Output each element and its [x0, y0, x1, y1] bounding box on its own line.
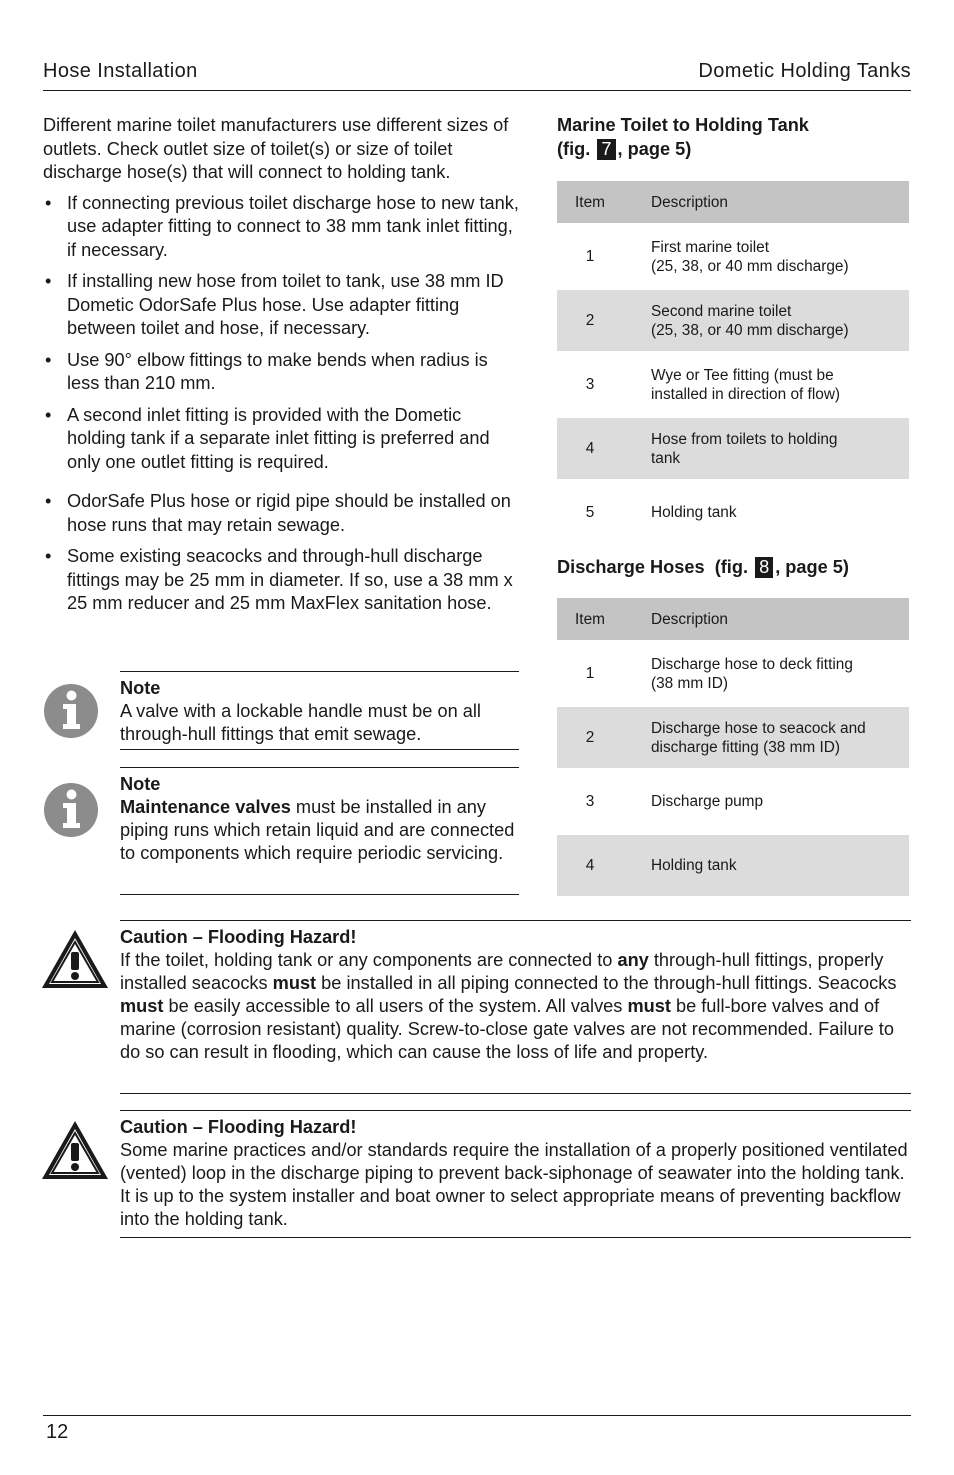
intro-paragraph: Different marine toilet manufacturers use different sizes of outlets. Check outlet size of toilet(s) or size of toilet discharge hose(s) that will connect to holding tank.: [43, 115, 509, 182]
item-cell: 4: [557, 418, 623, 479]
description-line: Holding tank: [651, 504, 737, 521]
column-header: Description: [623, 181, 909, 223]
description-line: Discharge hose to deck fitting: [651, 655, 853, 673]
description-line: (25, 38, or 40 mm discharge): [651, 257, 849, 275]
figure-reference: 8: [755, 557, 773, 578]
caution-emphasis: must: [272, 973, 317, 993]
table-title: [557, 556, 849, 580]
table-title: [557, 114, 809, 161]
item-cell: 3: [585, 793, 595, 810]
caution-title: Caution – Flooding Hazard!: [120, 927, 357, 947]
description-cell: [623, 290, 909, 351]
description-cell: [623, 226, 909, 287]
table-row: [557, 482, 909, 543]
table-title-line: [557, 138, 809, 162]
list-item: • Some existing seacocks and through-hull discharge fittings may be 25 mm in diameter. If so, use a 38 mm x 25 mm reducer and 25 mm MaxFlex sanitation hose.: [43, 545, 523, 616]
description-cell: [623, 707, 909, 768]
caution-text: [120, 949, 911, 1064]
table-title-text: , page 5): [775, 557, 849, 577]
description-cell: [623, 643, 909, 704]
table-row: [557, 707, 909, 768]
bullet-list: [43, 192, 523, 616]
warning-icon: [40, 1119, 110, 1181]
description-line: First marine toilet: [651, 238, 770, 256]
description-line: Holding tank: [651, 857, 737, 874]
table-title-text: Discharge Hoses (fig.: [557, 557, 754, 577]
table-row: [557, 771, 909, 832]
caution-box: [120, 920, 911, 1094]
description-cell: [623, 482, 909, 543]
description-cell: [623, 354, 909, 415]
caution-body: be full-bore valves and of marine (corrosion resistant) quality. Screw-to-close gate valves are not recommended. Failure to do so can result in flooding, which can cause the loss of life and property.: [120, 996, 894, 1062]
item-cell: 1: [585, 665, 595, 682]
note-box: [120, 671, 519, 750]
item-cell: 2: [557, 290, 623, 351]
caution-emphasis: any: [617, 950, 649, 970]
info-icon: [43, 782, 99, 838]
table-row: [557, 643, 909, 704]
description-line: tank: [651, 449, 681, 467]
table-title-text: (fig.: [557, 138, 596, 159]
column-header: Item: [557, 598, 623, 640]
caution-text: Some marine practices and/or standards require the installation of a properly positioned ventilated (vented) loop in the discharge piping to prevent back-siphonage of seawater into the holding tank. It is up to the system installer and boat owner to select appropriate means of preventing backflow into the holding tank.: [120, 1140, 908, 1229]
caution-body: be easily accessible to all users of the system. All valves: [163, 996, 628, 1016]
description-line: Second marine toilet: [651, 302, 792, 320]
section-title: Hose Installation: [43, 60, 198, 82]
note-emphasis: Maintenance valves: [120, 797, 291, 817]
warning-icon: [40, 928, 110, 990]
item-cell: 2: [557, 707, 623, 768]
description-cell: [623, 835, 909, 896]
table-row: [557, 418, 909, 479]
items-table: [557, 595, 909, 899]
note-title: Note: [120, 774, 161, 794]
description-line: (25, 38, or 40 mm discharge): [651, 321, 849, 339]
description-line: (38 mm ID): [651, 674, 728, 692]
caution-body: through-hull fittings, properly installed seacocks: [120, 950, 884, 993]
note-title: Note: [120, 678, 161, 698]
figure-reference: 7: [597, 139, 615, 160]
description-line: installed in direction of flow): [651, 385, 841, 403]
table-row: [557, 354, 909, 415]
column-header: Item: [557, 181, 623, 223]
header-divider: [43, 90, 911, 91]
list-item: • Use 90° elbow fittings to make bends when radius is less than 210 mm.: [43, 349, 523, 396]
note-text: [120, 796, 519, 865]
table-header-row: [557, 181, 909, 223]
item-cell: 5: [585, 504, 595, 521]
description-line: Discharge pump: [651, 793, 764, 810]
table-header-row: [557, 598, 909, 640]
description-line: Wye or Tee fitting (must be: [651, 366, 834, 384]
item-cell: 3: [585, 376, 595, 393]
document-title: Dometic Holding Tanks: [698, 60, 911, 82]
info-icon: [43, 683, 99, 739]
caution-box: [120, 1110, 911, 1238]
table-title-line: Marine Toilet to Holding Tank: [557, 115, 809, 135]
table-title-text: , page 5): [617, 138, 692, 159]
description-line: Discharge hose to seacock and: [651, 719, 866, 737]
list-item: • If connecting previous toilet discharge hose to new tank, use adapter fitting to connect to 38 mm tank inlet fitting, if necessary.: [43, 192, 523, 263]
caution-emphasis: must: [120, 996, 164, 1016]
table-row: [557, 226, 909, 287]
caution-body: be installed in all piping connected to the through-hull fittings. Seacocks: [316, 973, 897, 993]
table-row: [557, 835, 909, 896]
column-header: Description: [623, 598, 909, 640]
description-line: discharge fitting (38 mm ID): [651, 738, 841, 756]
caution-title: Caution – Flooding Hazard!: [120, 1117, 357, 1137]
caution-emphasis: must: [627, 996, 671, 1016]
description-line: Hose from toilets to holding: [651, 430, 838, 448]
note-box: [120, 767, 519, 895]
left-column: [43, 114, 523, 624]
note-body: must be installed in any piping runs which retain liquid and are connected to components which require periodic servicing.: [120, 797, 515, 863]
table-row: [557, 290, 909, 351]
footer-divider: [43, 1415, 911, 1416]
items-table: [557, 178, 909, 546]
description-cell: [623, 418, 909, 479]
description-cell: [623, 771, 909, 832]
item-cell: 4: [557, 835, 623, 896]
list-item: • A second inlet fitting is provided with the Dometic holding tank if a separate inlet fitting is preferred and only one outlet fitting is required.: [43, 404, 523, 475]
note-text: A valve with a lockable handle must be on all through-hull fittings that emit sewage.: [120, 701, 481, 744]
list-item: • OdorSafe Plus hose or rigid pipe should be installed on hose runs that may retain sewage.: [43, 490, 523, 537]
item-cell: 1: [585, 248, 595, 265]
page-number: 12: [46, 1421, 69, 1443]
caution-body: If the toilet, holding tank or any components are connected to: [120, 950, 618, 970]
list-item: • If installing new hose from toilet to tank, use 38 mm ID Dometic OdorSafe Plus hose. Use adapter fitting between toilet and hose, if necessary.: [43, 270, 523, 341]
